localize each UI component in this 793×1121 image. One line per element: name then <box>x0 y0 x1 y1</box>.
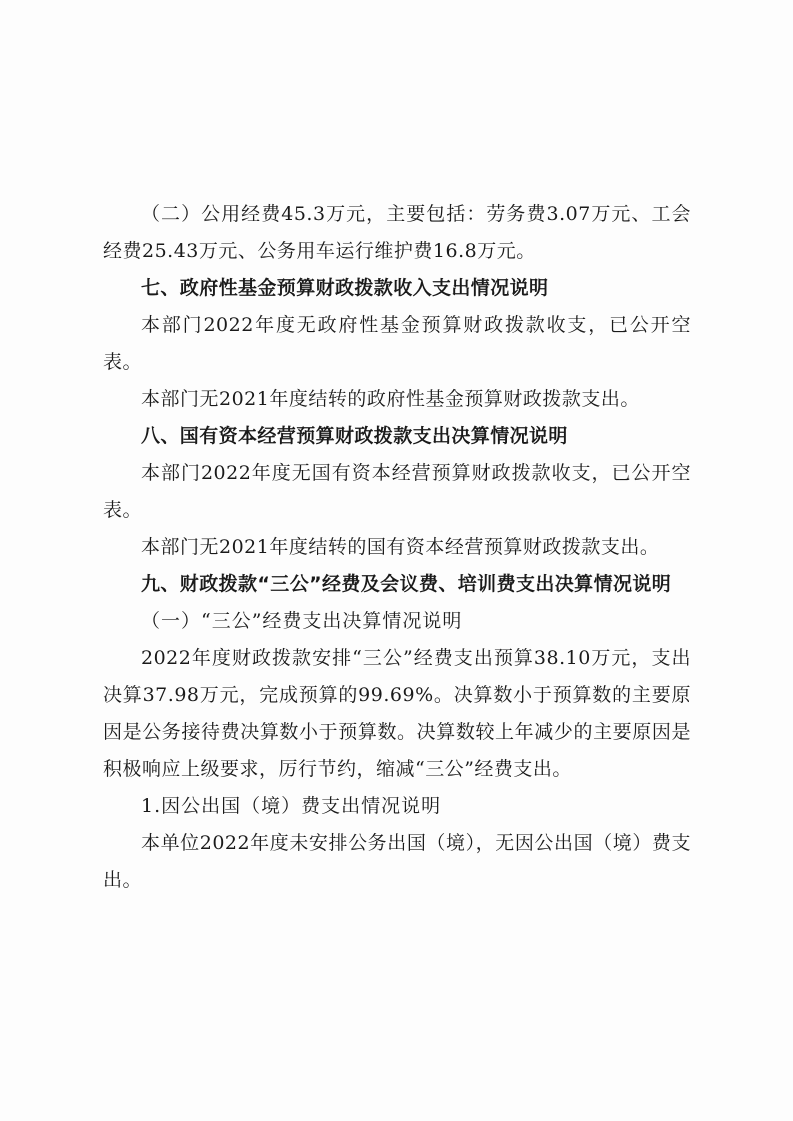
subsection-heading-1: （一）“三公”经费支出决算情况说明 <box>141 610 463 632</box>
state-capital-paragraph: 本部门2022年度无国有资本经营预算财政拨款收支，已公开空表。 <box>103 462 691 521</box>
state-capital-carryover-paragraph: 本部门无2021年度结转的国有资本经营预算财政拨款支出。 <box>141 536 660 558</box>
gov-fund-carryover-paragraph: 本部门无2021年度结转的政府性基金预算财政拨款支出。 <box>141 388 640 410</box>
item-heading-1: 1.因公出国（境）费支出情况说明 <box>141 795 442 817</box>
gov-fund-paragraph: 本部门2022年度无政府性基金预算财政拨款收支，已公开空表。 <box>103 314 691 373</box>
section-heading-7: 七、政府性基金预算财政拨款收入支出情况说明 <box>141 277 549 299</box>
section-heading-9: 九、财政拨款“三公”经费及会议费、培训费支出决算情况说明 <box>141 573 672 595</box>
overseas-expense-paragraph: 本单位2022年度未安排公务出国（境），无因公出国（境）费支出。 <box>103 832 691 891</box>
section-heading-8: 八、国有资本经营预算财政拨款支出决算情况说明 <box>141 425 568 447</box>
public-expense-paragraph: （二）公用经费45.3万元，主要包括：劳务费3.07万元、工会经费25.43万元、公务用车运行维护费16.8万元。 <box>103 203 691 262</box>
three-public-expense-paragraph: 2022年度财政拨款安排“三公”经费支出预算38.10万元，支出决算37.98万元，完成预算的99.69%。决算数小于预算数的主要原因是公务接待费决算数小于预算数。决算数较上年减少的主要原因是积极响应上级要求，厉行节约，缩减“三公”经费支出。 <box>103 647 691 780</box>
document-body <box>103 196 691 899</box>
